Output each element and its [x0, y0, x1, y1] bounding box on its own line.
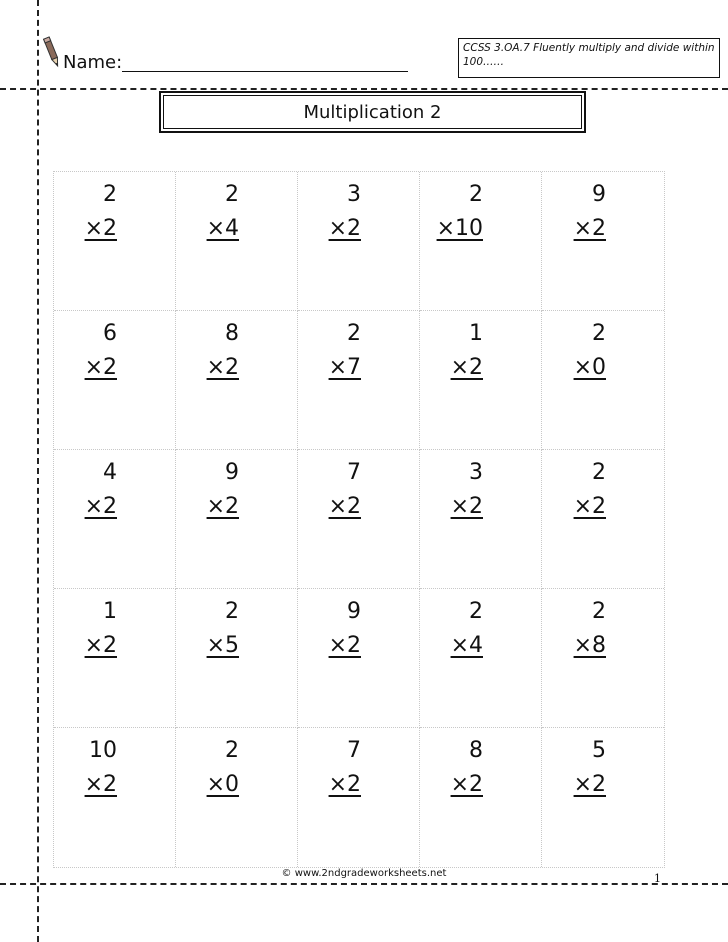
problem-cell: [176, 589, 298, 728]
multiplication-problem: [329, 734, 361, 802]
multiplier: ×10: [436, 216, 483, 241]
multiplicand: 6: [103, 321, 117, 346]
problem-cell: [298, 172, 420, 311]
problem-cell: [298, 589, 420, 728]
problem-cell: [420, 311, 542, 450]
multiplicand: 2: [592, 599, 606, 624]
page-number: 1: [654, 872, 661, 885]
multiplicand: 9: [592, 182, 606, 207]
name-answer-line[interactable]: [122, 71, 408, 72]
multiplier: ×2: [573, 494, 606, 519]
problem-cell: [176, 311, 298, 450]
multiplier: ×2: [450, 494, 483, 519]
multiplier: ×2: [328, 216, 361, 241]
multiplier: ×2: [328, 772, 361, 797]
multiplication-problem: [451, 317, 483, 385]
multiplication-problem: [451, 595, 483, 663]
multiplier: ×2: [84, 772, 117, 797]
multiplier: ×0: [206, 772, 239, 797]
multiplication-problem: [85, 317, 117, 385]
multiplication-problem: [207, 317, 239, 385]
multiplier: ×8: [573, 633, 606, 658]
multiplicand: 2: [225, 738, 239, 763]
multiplicand: 1: [469, 321, 483, 346]
problem-cell: [298, 311, 420, 450]
multiplicand: 9: [347, 599, 361, 624]
multiplication-problem: [207, 595, 239, 663]
multiplier: ×4: [206, 216, 239, 241]
multiplier: ×5: [206, 633, 239, 658]
multiplication-problem: [451, 456, 483, 524]
multiplier: ×2: [84, 494, 117, 519]
problem-cell: [542, 311, 664, 450]
multiplier: ×2: [573, 216, 606, 241]
multiplier: ×2: [84, 216, 117, 241]
multiplication-problem: [329, 456, 361, 524]
footer-website: © www.2ndgradeworksheets.net: [281, 868, 447, 879]
multiplicand: 2: [347, 321, 361, 346]
multiplicand: 3: [347, 182, 361, 207]
problem-cell: [54, 728, 176, 867]
multiplicand: 3: [469, 460, 483, 485]
multiplicand: 8: [225, 321, 239, 346]
multiplier: ×4: [450, 633, 483, 658]
multiplicand: 2: [469, 182, 483, 207]
problem-cell: [176, 172, 298, 311]
multiplication-problem: [574, 595, 606, 663]
problem-cell: [542, 172, 664, 311]
problem-cell: [420, 589, 542, 728]
cut-line-bottom: [0, 883, 728, 885]
problem-cell: [54, 450, 176, 589]
problem-cell: [298, 450, 420, 589]
multiplier: ×2: [328, 633, 361, 658]
multiplier: ×2: [206, 355, 239, 380]
multiplication-problem: [574, 734, 606, 802]
multiplier: ×2: [206, 494, 239, 519]
cut-line-top: [0, 88, 728, 90]
problem-cell: [542, 728, 664, 867]
multiplication-problem: [574, 178, 606, 246]
multiplier: ×2: [450, 772, 483, 797]
multiplicand: 9: [225, 460, 239, 485]
page-title: Multiplication 2: [163, 95, 582, 129]
multiplicand: 2: [225, 599, 239, 624]
multiplicand: 1: [103, 599, 117, 624]
multiplicand: 2: [469, 599, 483, 624]
multiplier: ×2: [328, 494, 361, 519]
problem-grid: [53, 171, 665, 868]
problem-cell: [176, 728, 298, 867]
problem-cell: [54, 589, 176, 728]
multiplication-problem: [329, 317, 361, 385]
multiplier: ×2: [573, 772, 606, 797]
multiplication-problem: [329, 595, 361, 663]
multiplier: ×2: [84, 633, 117, 658]
multiplicand: 2: [225, 182, 239, 207]
multiplicand: 7: [347, 460, 361, 485]
title-box: [159, 91, 586, 133]
multiplication-problem: [85, 456, 117, 524]
multiplication-problem: [574, 456, 606, 524]
multiplier: ×7: [328, 355, 361, 380]
cut-line-vertical: [37, 0, 39, 942]
pencil-icon: [41, 35, 63, 69]
multiplication-problem: [451, 734, 483, 802]
multiplicand: 4: [103, 460, 117, 485]
problem-cell: [420, 172, 542, 311]
multiplicand: 5: [592, 738, 606, 763]
multiplicand: 2: [592, 321, 606, 346]
multiplication-problem: [85, 178, 117, 246]
multiplication-problem: [207, 456, 239, 524]
problem-cell: [542, 589, 664, 728]
multiplication-problem: [85, 734, 117, 802]
multiplicand: 10: [89, 738, 117, 763]
problem-cell: [420, 450, 542, 589]
multiplication-problem: [207, 734, 239, 802]
problem-cell: [176, 450, 298, 589]
multiplicand: 7: [347, 738, 361, 763]
standard-box: CCSS 3.OA.7 Fluently multiply and divide within 100……: [458, 38, 720, 78]
multiplicand: 2: [592, 460, 606, 485]
multiplicand: 8: [469, 738, 483, 763]
problem-cell: [420, 728, 542, 867]
multiplication-problem: [207, 178, 239, 246]
multiplier: ×0: [573, 355, 606, 380]
problem-cell: [54, 311, 176, 450]
multiplication-problem: [85, 595, 117, 663]
multiplicand: 2: [103, 182, 117, 207]
multiplication-problem: [437, 178, 483, 246]
multiplication-problem: [574, 317, 606, 385]
multiplier: ×2: [450, 355, 483, 380]
name-label: Name:: [63, 52, 123, 73]
multiplication-problem: [329, 178, 361, 246]
problem-cell: [298, 728, 420, 867]
problem-cell: [542, 450, 664, 589]
multiplier: ×2: [84, 355, 117, 380]
problem-cell: [54, 172, 176, 311]
